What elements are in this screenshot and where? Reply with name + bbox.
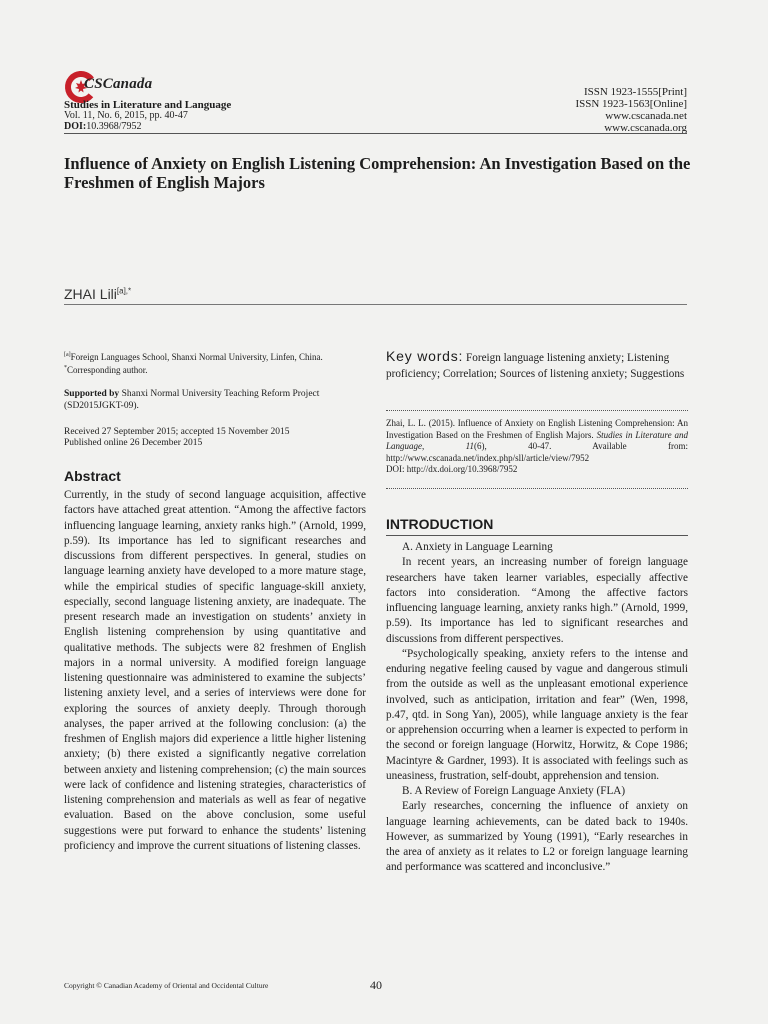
issn-online: ISSN 1923-1563[Online] [575,98,687,110]
introduction-heading: INTRODUCTION [386,516,494,532]
doi-label: DOI: [64,121,87,132]
dotted-divider [386,410,688,411]
dotted-divider [386,488,688,489]
brand-name: CSCanada [84,76,153,92]
doi-line [64,121,142,132]
abstract-text: Currently, in the study of second language acquisition, affective factors have attached great attention. “Among the affective factors influencing language learning, anxiety ranks high.” (Arnold, 1999, p.59). Its importance has led to significant researches and discussions from different perspectives. In general, studies on language learning anxiety have developed to a more mature stage, while the empirical studies of specific language-skill anxiety, especially, second language listening anxiety, are inadequate. The present research made an investigation on students’ anxiety in English listening comprehension by using quantitative and qualitative methods. The subjects were 82 freshmen of English majors in a normal university. A modified foreign language listening questionnaire was administered to examine the subjects’ listening anxiety level, and a series of interviews were done for exploring the sources of anxiety deeply. Through thorough analyses, the paper arrived at the following conclusion: (a) the freshmen of English majors did experience a little higher listening anxiety; (b) there existed a significantly negative correlation between anxiety and listening comprehension; (c) the main sources were lack of confidence and listening strategies, characteristics of listening comprehension and materials as well as fear of negative evaluation. Based on the above conclusion, some useful suggestions were put forward to enhance the students’ listening proficiency and improve the current situations of listening classes. [64,489,366,852]
affiliation: Foreign Languages School, Shanxi Normal University, Linfen, China. [70,352,323,362]
author-line [64,286,131,302]
funding-note [64,388,366,412]
subheading-a: A. Anxiety in Language Learning [402,541,553,553]
received-date: Received 27 September 2015; accepted 15 November 2015 [64,427,290,437]
supported-label: Supported by [64,389,120,399]
intro-paragraph: “Psychologically speaking, anxiety refers to the intense and enduring negative feeling caused by vague and dangerous stimuli from the outside as well as the unpleasant emotional experience involved, such as anticipation, irritation and fear” (Wen, 1998, p.47, qtd. in Song Yan), 2005), while language anxiety is the fear or apprehension occurring when a learner is expected to perform in the second or foreign language (Horwitz, Horwitz, & Cope 1986; Macintyre & Gardner, 1993). It is associated with feelings such as uneasiness, frustration, self-doubt, apprehension and tension. [386,647,688,782]
citation-journal: Studies in Literature and Language, 11 [386,429,688,451]
introduction-divider [386,535,688,536]
supported-text: Shanxi Normal University Teaching Reform Project (SD2015JGKT-09). [64,389,320,411]
affil-sup: [a] [64,352,71,358]
issn-block [575,86,687,134]
header-divider [64,133,687,134]
published-date: Published online 26 December 2015 [64,438,203,448]
issn-print: ISSN 1923-1555[Print] [584,86,687,98]
keywords-heading: Key words: [386,348,464,364]
affiliation-block [64,350,366,376]
citation-post: (6), 40-47. Available from: http://www.cscanada.net/index.php/sll/article/view/7952 [386,441,688,463]
author-name: ZHAI Lili [64,286,117,302]
citation-doi[interactable]: DOI: http://dx.doi.org/10.3968/7952 [386,464,518,474]
keywords-text: Foreign language listening anxiety; Listening proficiency; Correlation; Sources of listening anxiety; Suggestions [386,352,685,380]
corr-sup: * [64,365,67,371]
dates-block [64,427,366,449]
journal-name: Studies in Literature and Language [64,99,232,111]
introduction-body [386,540,688,876]
doi-value: 10.3968/7952 [86,121,142,132]
paper-title: Influence of Anxiety on English Listening Comprehension: An Investigation Based on the Freshmen of English Majors [64,154,691,192]
abstract-heading: Abstract [64,468,121,484]
title-divider [64,304,687,305]
volume-info: Vol. 11, No. 6, 2015, pp. 40-47 [64,110,188,121]
corresponding-author: Corresponding author. [67,365,148,375]
site-link-org[interactable]: www.cscanada.org [604,122,687,134]
intro-paragraph: Early researches, concerning the influence of anxiety on language learning achievements, can be dated back to 1940s. However, as summarized by Young (1991), “Early researches in the area of anxiety as it relates to L2 or foreign language learning and performance was scattered and inconclusive.” [386,800,688,874]
site-link-net[interactable]: www.cscanada.net [605,110,687,122]
author-sup: [a],* [116,286,132,296]
page-number: 40 [370,978,382,992]
intro-paragraph: In recent years, an increasing number of foreign language researchers have taken learner variables, especially affective factors into consideration. “Among the affective factors influencing language learning, anxiety ranks high.” (Arnold, 1999, p.59). Its importance has led to significant researches and discussions from different perspectives. [386,556,688,645]
subheading-b: B. A Review of Foreign Language Anxiety (FLA) [402,785,626,797]
citation-pre: Zhai, L. L. (2015). Influence of Anxiety on English Listening Comprehension: An Investigation Based on the Freshmen of English Majors. [386,418,688,440]
copyright-note: Copyright © Canadian Academy of Oriental and Occidental Culture [64,981,269,990]
citation-block [386,418,688,476]
keywords-block [386,349,688,382]
